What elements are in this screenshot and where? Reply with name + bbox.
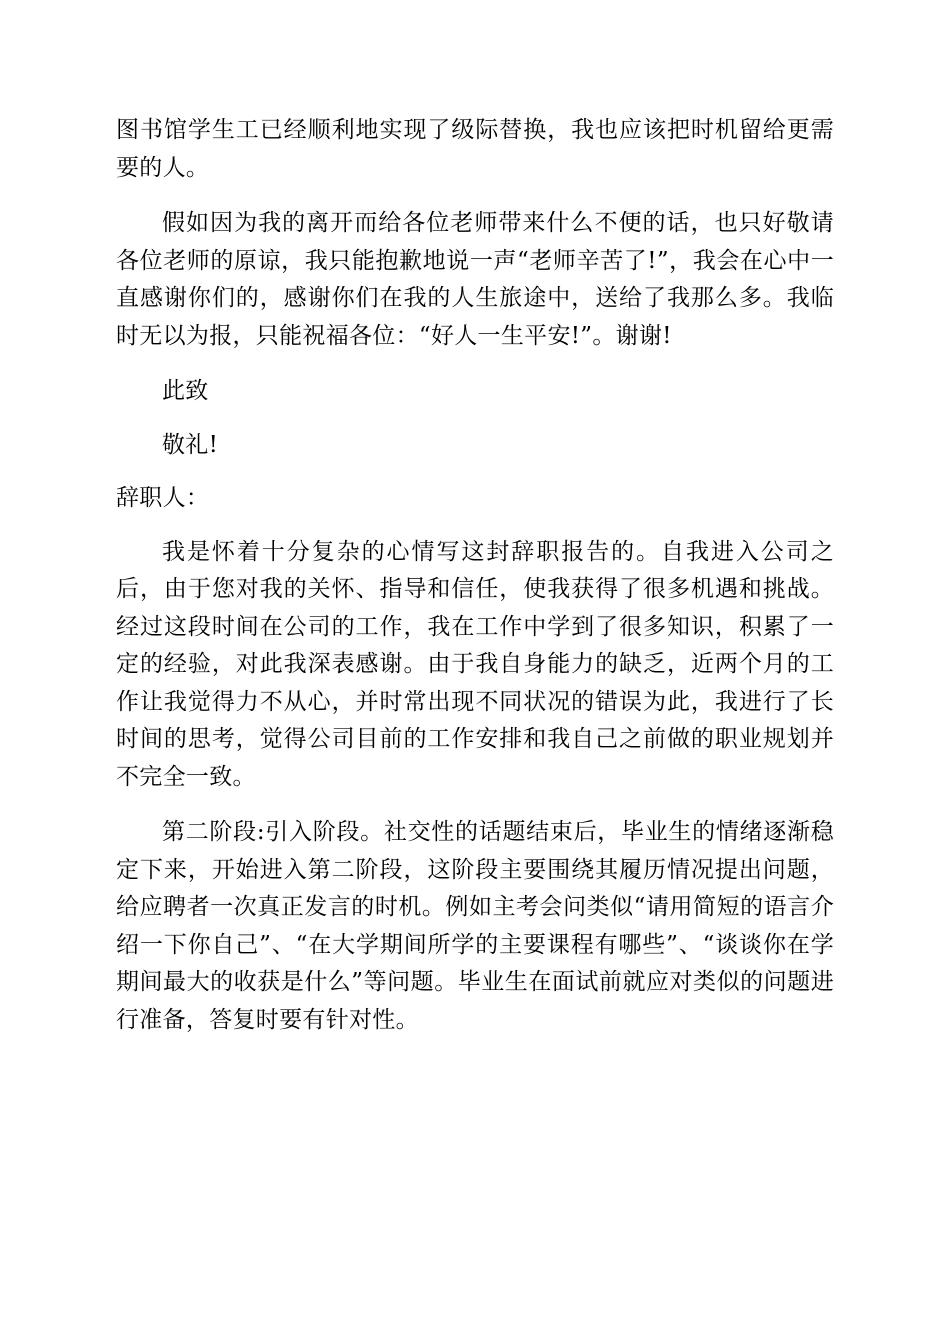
closing-regards: 敬礼!: [162, 431, 219, 458]
document-body: [116, 112, 834, 1057]
paragraph-apology-thanks: 假如因为我的离开而给各位老师带来什么不便的话，也只好敬请各位老师的原谅，我只能抱歉地说一声“老师辛苦了!”，我会在心中一直感谢你们的，感谢你们在我的人生旅途中，送给了我那么多。我临时无以为报，只能祝福各位：“好人一生平安!”。谢谢!: [116, 210, 834, 349]
paragraph-resignation-reason: 我是怀着十分复杂的心情写这封辞职报告的。自我进入公司之后，由于您对我的关怀、指导和信任，使我获得了很多机遇和挑战。经过这段时间在公司的工作，我在工作中学到了很多知识，积累了一定的经验，对此我深表感谢。由于我自身能力的缺乏，近两个月的工作让我觉得力不从心，并时常出现不同状况的错误为此，我进行了长时间的思考，觉得公司目前的工作安排和我自己之前做的职业规划并不完全一致。: [116, 538, 834, 790]
paragraph-librarian-replacement: 图书馆学生工已经顺利地实现了级际替换，我也应该把时机留给更需要的人。: [116, 117, 834, 181]
signature-label: 辞职人：: [116, 485, 210, 511]
paragraph-interview-stage-two: 第二阶段:引入阶段。社交性的话题结束后，毕业生的情绪逐渐稳定下来，开始进入第二阶段，这阶段主要围绕其履历情况提出问题，给应聘者一次真正发言的时机。例如主考会问类似“请用简短的语言介绍一下你自己”、“在大学期间所学的主要课程有哪些”、“谈谈你在学期间最大的收获是什么”等问题。毕业生在面试前就应对类似的问题进行准备，答复时要有针对性。: [116, 819, 834, 1033]
closing-salutation: 此致: [162, 378, 209, 404]
